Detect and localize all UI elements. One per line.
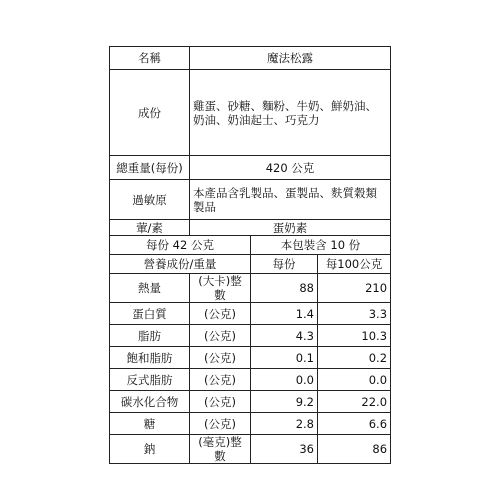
nutrient-header: 營養成份/重量 [110, 255, 251, 274]
nutrient-unit: (公克) [190, 303, 251, 325]
nutrient-per-100g: 86 [318, 435, 391, 464]
nutrient-name: 飽和脂肪 [110, 347, 190, 369]
nutrient-per-serving: 0.0 [251, 369, 318, 391]
nutrient-unit: (公克) [190, 413, 251, 435]
nutrient-per-serving: 1.4 [251, 303, 318, 325]
nutrient-row [110, 369, 391, 391]
nutrient-row [110, 391, 391, 413]
nutrient-name: 蛋白質 [110, 303, 190, 325]
nutrient-row [110, 413, 391, 435]
serving-row [110, 236, 391, 255]
per-100g-header: 每100公克 [318, 255, 391, 274]
name-label: 名稱 [110, 47, 190, 70]
ingredients-label: 成份 [110, 70, 190, 156]
nutrient-per-100g: 0.0 [318, 369, 391, 391]
product-label-table [109, 46, 391, 464]
nutrient-unit: (大卡)整數 [190, 274, 251, 303]
nutrient-name: 糖 [110, 413, 190, 435]
weight-row [110, 156, 391, 180]
allergen-value: 本產品含乳製品、蛋製品、麩質穀類製品 [190, 180, 391, 220]
nutrient-per-100g: 210 [318, 274, 391, 303]
nutrient-per-100g: 10.3 [318, 325, 391, 347]
nutrient-per-serving: 9.2 [251, 391, 318, 413]
nutrient-row [110, 435, 391, 464]
nutrient-per-serving: 4.3 [251, 325, 318, 347]
diet-value: 蛋奶素 [190, 220, 391, 236]
nutrient-unit: (公克) [190, 369, 251, 391]
allergen-label: 過敏原 [110, 180, 190, 220]
weight-label: 總重量(每份) [110, 156, 190, 180]
nutrient-per-100g: 22.0 [318, 391, 391, 413]
nutrition-header-row [110, 255, 391, 274]
nutrient-per-100g: 6.6 [318, 413, 391, 435]
ingredients-row [110, 70, 391, 156]
diet-label: 葷/素 [110, 220, 190, 236]
nutrient-name: 熱量 [110, 274, 190, 303]
name-value: 魔法松露 [190, 47, 391, 70]
servings-per-package: 本包裝含 10 份 [251, 236, 391, 255]
nutrient-per-serving: 88 [251, 274, 318, 303]
allergen-row [110, 180, 391, 220]
nutrient-row [110, 325, 391, 347]
nutrient-name: 碳水化合物 [110, 391, 190, 413]
nutrient-per-serving: 36 [251, 435, 318, 464]
nutrient-row [110, 303, 391, 325]
nutrient-name: 脂肪 [110, 325, 190, 347]
nutrient-row [110, 347, 391, 369]
nutrient-unit: (公克) [190, 347, 251, 369]
nutrient-unit: (毫克)整數 [190, 435, 251, 464]
nutrient-per-100g: 3.3 [318, 303, 391, 325]
per-serving-header: 每份 [251, 255, 318, 274]
nutrient-per-serving: 2.8 [251, 413, 318, 435]
nutrient-unit: (公克) [190, 391, 251, 413]
nutrient-row [110, 274, 391, 303]
nutrient-unit: (公克) [190, 325, 251, 347]
nutrient-per-serving: 0.1 [251, 347, 318, 369]
serving-size: 每份 42 公克 [110, 236, 251, 255]
name-row [110, 47, 391, 70]
nutrient-name: 鈉 [110, 435, 190, 464]
nutrient-name: 反式脂肪 [110, 369, 190, 391]
diet-row [110, 220, 391, 236]
nutrient-per-100g: 0.2 [318, 347, 391, 369]
weight-value: 420 公克 [190, 156, 391, 180]
ingredients-value: 雞蛋、砂糖、麵粉、牛奶、鮮奶油、奶油、奶油起士、巧克力 [190, 70, 391, 156]
